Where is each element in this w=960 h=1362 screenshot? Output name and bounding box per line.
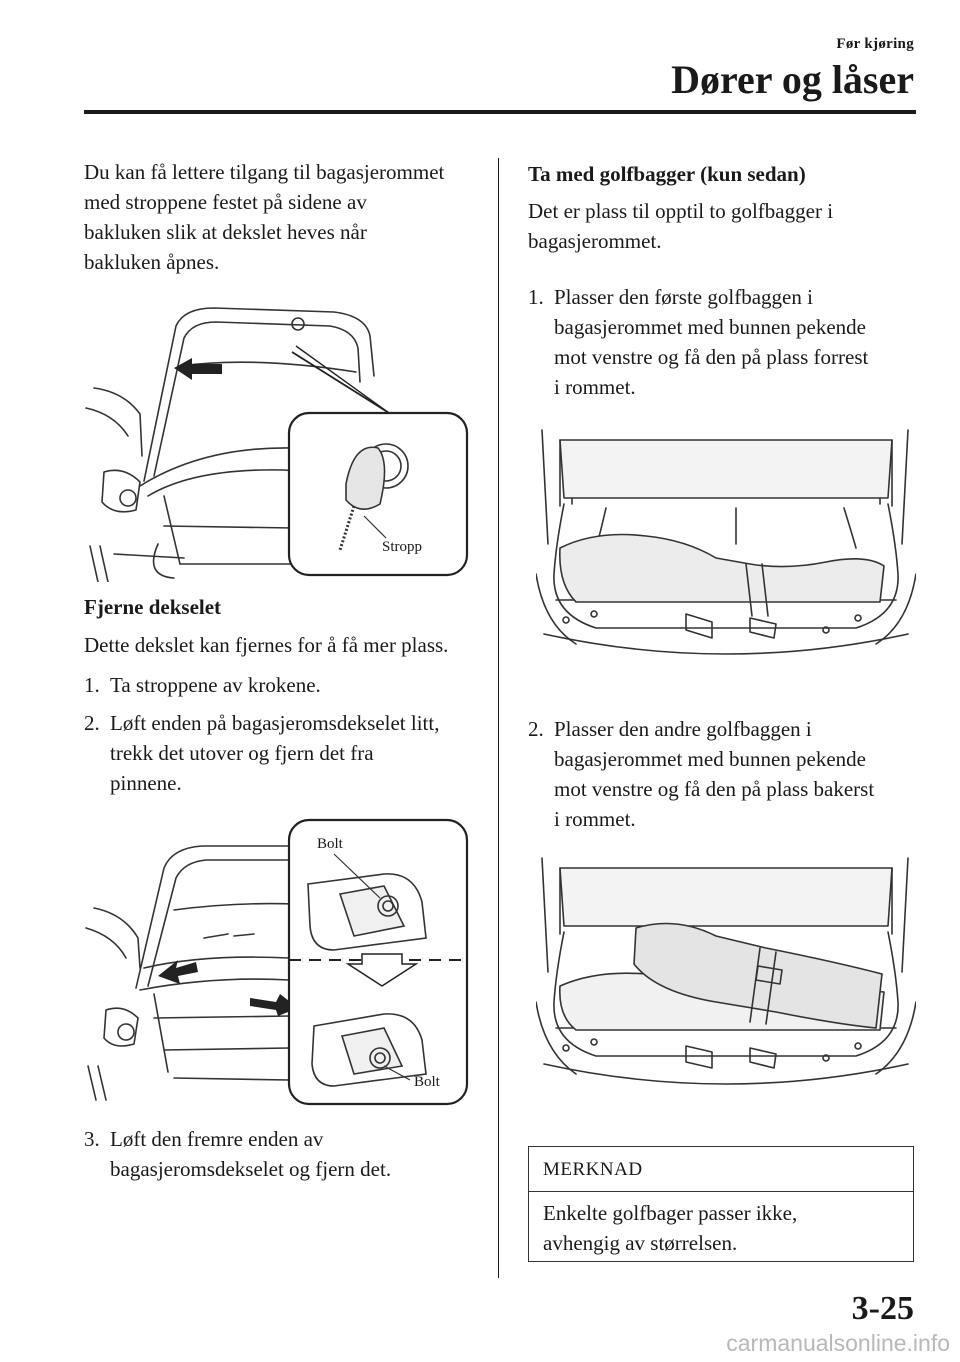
step-number: 1.: [84, 673, 100, 697]
section-label: Før kjøring: [836, 36, 914, 52]
bolt-callout-top: Bolt: [317, 836, 343, 852]
golf-bags-heading: Ta med golfbagger (kun sedan): [528, 162, 806, 186]
note-box: [528, 1146, 914, 1262]
cover-removal-illustration: [84, 818, 474, 1108]
golf-step-1: [528, 282, 928, 402]
golf-bag-front-illustration: [536, 424, 916, 670]
step-line: bagasjerommet med bunnen pekende: [554, 747, 866, 771]
step-line: Ta stroppene av krokene.: [110, 673, 321, 697]
step-line: i rommet.: [554, 807, 636, 831]
step-line: i rommet.: [554, 375, 636, 399]
step-number: 2.: [84, 711, 100, 735]
golf-intro-line: Det er plass til opptil to golfbagger i: [528, 199, 834, 223]
page-title: Dører og låser: [671, 57, 914, 102]
step-line: mot venstre og få den på plass forrest: [554, 345, 869, 369]
step-number: 2.: [528, 717, 544, 741]
note-line: avhengig av størrelsen.: [543, 1231, 738, 1255]
hatchback-strap-illustration: [84, 296, 474, 582]
step-number: 1.: [528, 285, 544, 309]
step-line: Plasser den første golfbaggen i: [554, 285, 813, 309]
intro-line: med stroppene festet på sidene av: [84, 190, 367, 214]
step-2: [84, 708, 484, 798]
step-line: Løft den fremre enden av: [110, 1127, 324, 1151]
remove-cover-heading: Fjerne dekselet: [84, 595, 222, 619]
page-number: 3-25: [851, 1290, 914, 1327]
note-title: MERKNAD: [529, 1147, 913, 1192]
golf-bag-rear-illustration: [536, 852, 916, 1104]
step-line: Løft enden på bagasjeromsdekselet litt,: [110, 711, 440, 735]
intro-line: Du kan få lettere tilgang til bagasjerommet: [84, 160, 445, 184]
step-line: bagasjeromsdekselet og fjern det.: [110, 1157, 392, 1181]
strap-callout: Stropp: [382, 539, 423, 555]
step-3: [84, 1124, 484, 1184]
step-line: Plasser den andre golfbaggen i: [554, 717, 812, 741]
step-line: mot venstre og få den på plass bakerst: [554, 777, 875, 801]
note-line: Enkelte golfbager passer ikke,: [543, 1201, 798, 1225]
step-line: trekk det utover og fjern det fra: [110, 741, 374, 765]
intro-line: bakluken slik at dekslet heves når: [84, 220, 367, 244]
note-body: [529, 1192, 913, 1258]
intro-line: bakluken åpnes.: [84, 250, 220, 274]
column-divider: [498, 158, 499, 1278]
step-line: bagasjerommet med bunnen pekende: [554, 315, 866, 339]
header-rule: [84, 110, 916, 114]
step-number: 3.: [84, 1127, 100, 1151]
golf-step-2: [528, 714, 928, 834]
step-line: pinnene.: [110, 771, 182, 795]
golf-intro-line: bagasjerommet.: [528, 229, 662, 253]
remove-cover-intro: Dette dekslet kan fjernes for å få mer plass.: [84, 633, 449, 657]
watermark: carmanualsonline.info: [726, 1330, 950, 1356]
step-1: [84, 670, 484, 700]
bolt-callout-bottom: Bolt: [414, 1074, 440, 1090]
